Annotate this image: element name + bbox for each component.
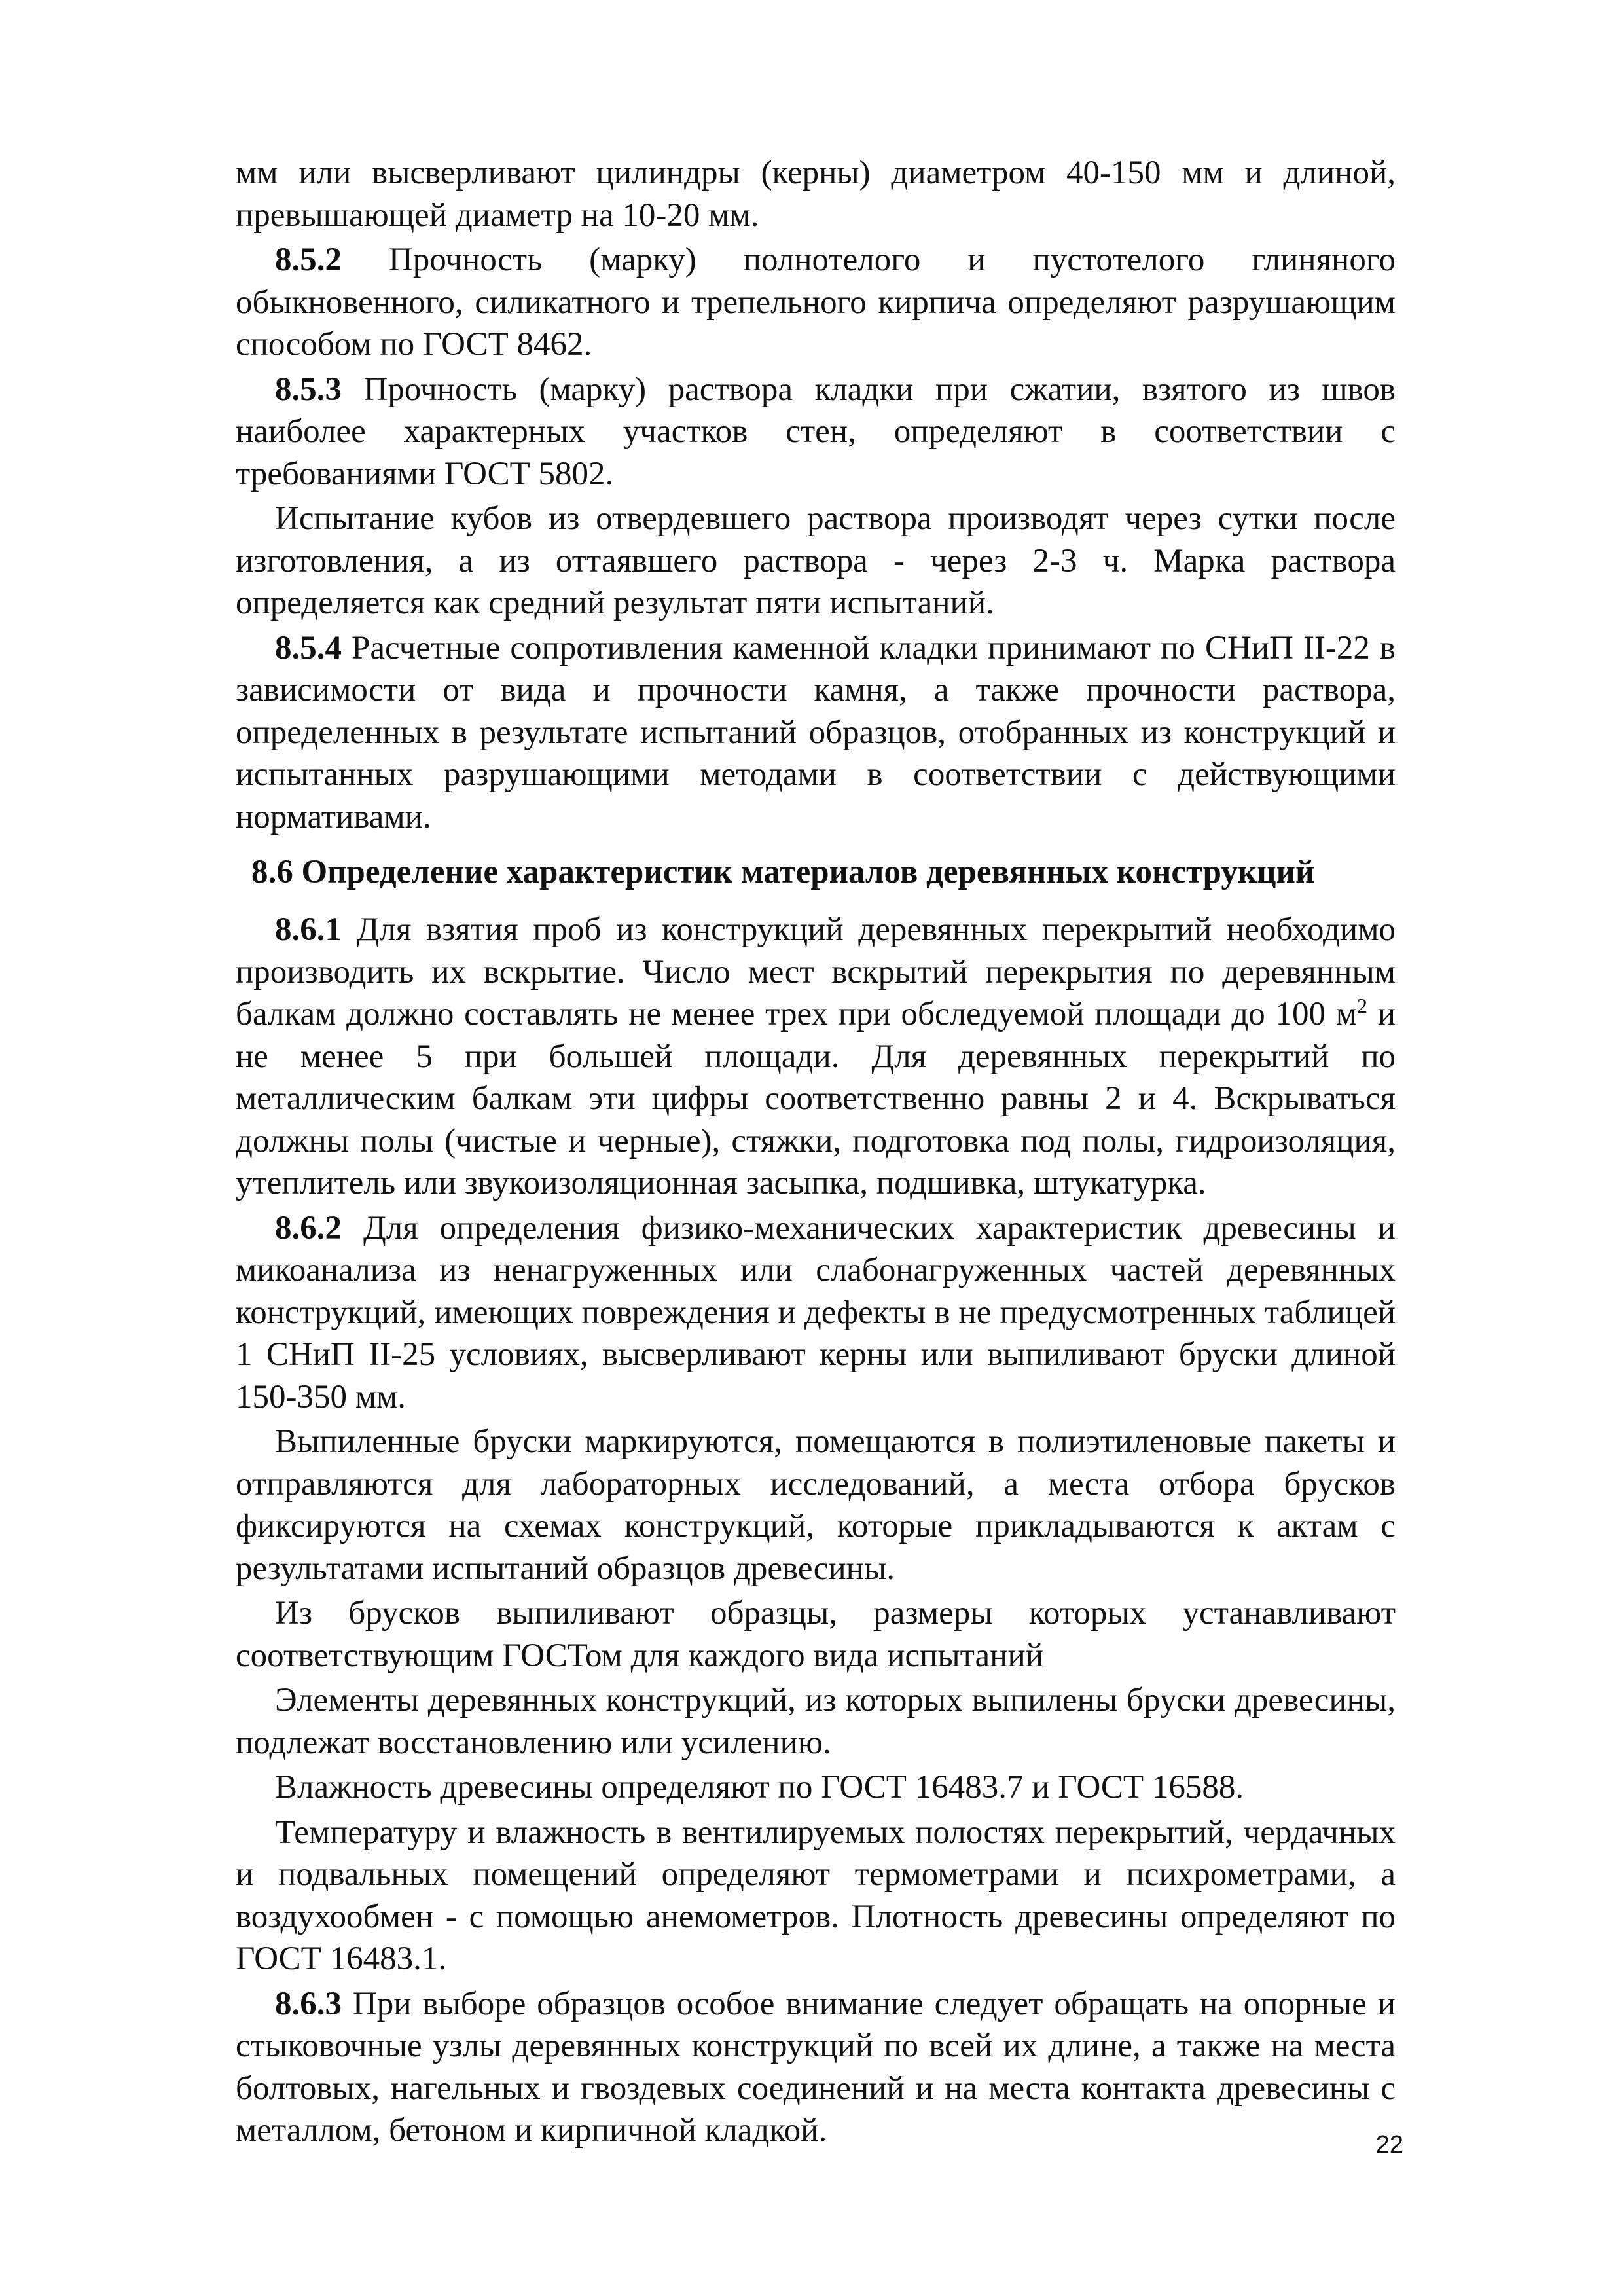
page-number: 22 <box>1375 2131 1403 2159</box>
paragraph-text: Из брусков выпиливают образцы, размеры которых устанавливают соответствующим ГОСТом для каждого вида испытаний <box>236 1595 1396 1674</box>
paragraph-mortar-cubes <box>236 498 1396 625</box>
paragraph-8-5-2 <box>236 239 1396 366</box>
clause-number: 8.6.2 <box>275 1209 342 1247</box>
paragraph-text: и не менее 5 при большей площади. Для деревянных перекрытий по металлическим балкам эти цифры соответственно равны 2 и 4. Вскрываться должны полы (чистые и черные), стяжки, подготовка под полы, гидроизоляция, утеплитель или звукоизоляционная засыпка, подшивка, штукатурка. <box>236 996 1396 1201</box>
paragraph-8-6-2 <box>236 1207 1396 1419</box>
clause-number: 8.6.3 <box>275 1985 342 2022</box>
paragraph-8-5-4 <box>236 627 1396 839</box>
paragraph-text: При выборе образцов особое внимание следует обращать на опорные и стыковочные узлы деревянных конструкций по всей их длине, а также на места болтовых, нагельных и гвоздевых соединений и на места контакта древесины с металлом, бетоном и кирпичной кладкой. <box>236 1985 1396 2149</box>
paragraph-8-6-1 <box>236 909 1396 1205</box>
paragraph-8-5-3 <box>236 369 1396 496</box>
superscript: 2 <box>1356 994 1367 1017</box>
paragraph-text: Для определения физико-механических характеристик древесины и микоанализа из ненагруженных или слабонагруженных частей деревянных конструкций, имеющих повреждения и дефекты в не предусмотренных таблицей 1 СНиП II-25 условиях, высверливают керны или выпиливают бруски длиной 150-350 мм. <box>236 1209 1396 1415</box>
clause-number: 8.5.2 <box>275 242 342 278</box>
paragraph-specimens <box>236 1592 1396 1677</box>
paragraph-text: Для взятия проб из конструкций деревянных перекрытий необходимо производить их вскрытие. Число мест вскрытий перекрытия по деревянным балкам должно составлять не менее трех при обследуемой площади до 100 м <box>236 911 1396 1032</box>
paragraph-8-6-3 <box>236 1983 1396 2152</box>
paragraph-sawn-bars <box>236 1421 1396 1590</box>
paragraph-text: Прочность (марку) полнотелого и пустотелого глиняного обыкновенного, силикатного и трепельного кирпича определяют разрушающим способом по ГОСТ 8462. <box>236 242 1396 363</box>
paragraph-continuation <box>236 152 1396 236</box>
paragraph-text: Прочность (марку) раствора кладки при сжатии, взятого из швов наиболее характерных участков стен, определяют в соответствии с требованиями ГОСТ 5802. <box>236 371 1396 492</box>
clause-number: 8.5.4 <box>275 629 342 666</box>
paragraph-elements <box>236 1679 1396 1764</box>
paragraph-text: Температуру и влажность в вентилируемых полостях перекрытий, чердачных и подвальных помещений определяют термометрами и психрометрами, а воздухообмен - с помощью анемометров. Плотность древесины определяют по ГОСТ 16483.1. <box>236 1813 1396 1977</box>
clause-number: 8.6.1 <box>275 911 342 948</box>
page-body <box>236 152 1396 2152</box>
paragraph-moisture <box>236 1766 1396 1809</box>
paragraph-text: мм или высверливают цилиндры (керны) диаметром 40-150 мм и длиной, превышающей диаметр на 10-20 мм. <box>236 155 1396 234</box>
paragraph-text: Влажность древесины определяют по ГОСТ 16483.7 и ГОСТ 16588. <box>275 1769 1244 1806</box>
clause-number: 8.5.3 <box>275 371 342 408</box>
paragraph-text: Испытание кубов из отвердевшего раствора производят через сутки после изготовления, а из оттаявшего раствора - через 2-3 ч. Марка раствора определяется как средний результат пяти испытаний. <box>236 500 1396 621</box>
paragraph-text: Элементы деревянных конструкций, из которых выпилены бруски древесины, подлежат восстановлению или усилению. <box>236 1682 1396 1761</box>
paragraph-text: Расчетные сопротивления каменной кладки принимают по СНиП II-22 в зависимости от вида и прочности камня, а также прочности раствора, определенных в результате испытаний образцов, отобранных из конструкций и испытанных разрушающими методами в соответствии с действующими нормативами. <box>236 629 1396 835</box>
section-heading-8-6: 8.6 Определение характеристик материалов деревянных конструкций <box>251 854 1315 890</box>
paragraph-text: Выпиленные бруски маркируются, помещаются в полиэтиленовые пакеты и отправляются для лабораторных исследований, а места отбора брусков фиксируются на схемах конструкций, которые прикладываются к актам с результатами испытаний образцов древесины. <box>236 1423 1396 1587</box>
paragraph-temperature <box>236 1812 1396 1980</box>
